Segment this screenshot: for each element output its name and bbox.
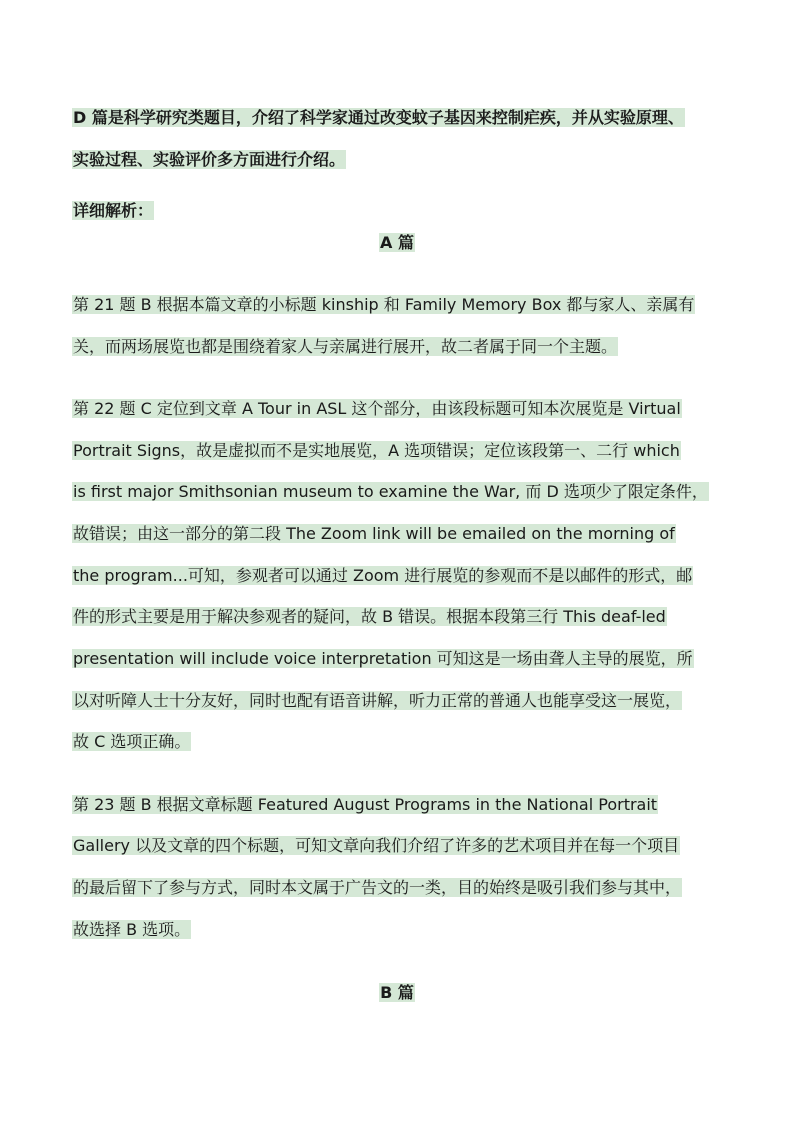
q22-line-6: 件的形式主要是用于解决参观者的疑问，故 B 错误。根据本段第三行 This deaf-led: [73, 607, 666, 626]
q23-line-1: 第 23 题 B 根据文章标题 Featured August Programs in the National Portrait: [73, 795, 658, 814]
q22-line-7: presentation will include voice interpretation 可知这是一场由聋人主导的展览，所: [73, 649, 693, 668]
q22-line-5: the program...可知，参观者可以通过 Zoom 进行展览的参观而不是以邮件的形式，邮: [73, 566, 693, 585]
q23-line-2: Gallery 以及文章的四个标题，可知文章向我们介绍了许多的艺术项目并在每一个项目: [73, 836, 680, 855]
q22-line-8: 以对听障人士十分友好，同时也配有语音讲解，听力正常的普通人也能享受这一展览，: [73, 691, 682, 710]
q22-line-2: Portrait Signs，故是虚拟而不是实地展览，A 选项错误；定位该段第一、二行 which: [73, 441, 680, 460]
section-b-heading: B 篇: [380, 983, 414, 1002]
q21-line-2: 关，而两场展览也都是围绕着家人与亲属进行展开，故二者属于同一个主题。: [73, 337, 618, 356]
intro-line-1: D 篇是科学研究类题目，介绍了科学家通过改变蚊子基因来控制疟疾，并从实验原理、: [73, 108, 684, 127]
q22-line-3: is first major Smithsonian museum to examine the War, 而 D 选项少了限定条件，: [73, 482, 708, 501]
q21-line-1: 第 21 题 B 根据本篇文章的小标题 kinship 和 Family Memory Box 都与家人、亲属有: [73, 295, 695, 314]
detail-label: 详细解析：: [73, 201, 154, 220]
q23-line-4: 故选择 B 选项。: [73, 920, 191, 939]
q23-line-3: 的最后留下了参与方式，同时本文属于广告文的一类，目的始终是吸引我们参与其中，: [73, 878, 682, 897]
intro-line-2: 实验过程、实验评价多方面进行介绍。: [73, 150, 346, 169]
q22-line-9: 故 C 选项正确。: [73, 732, 191, 751]
q22-line-1: 第 22 题 C 定位到文章 A Tour in ASL 这个部分，由该段标题可知本次展览是 Virtual: [73, 399, 681, 418]
section-a-heading: A 篇: [380, 233, 414, 252]
q22-line-4: 故错误；由这一部分的第二段 The Zoom link will be emailed on the morning of: [73, 524, 675, 543]
